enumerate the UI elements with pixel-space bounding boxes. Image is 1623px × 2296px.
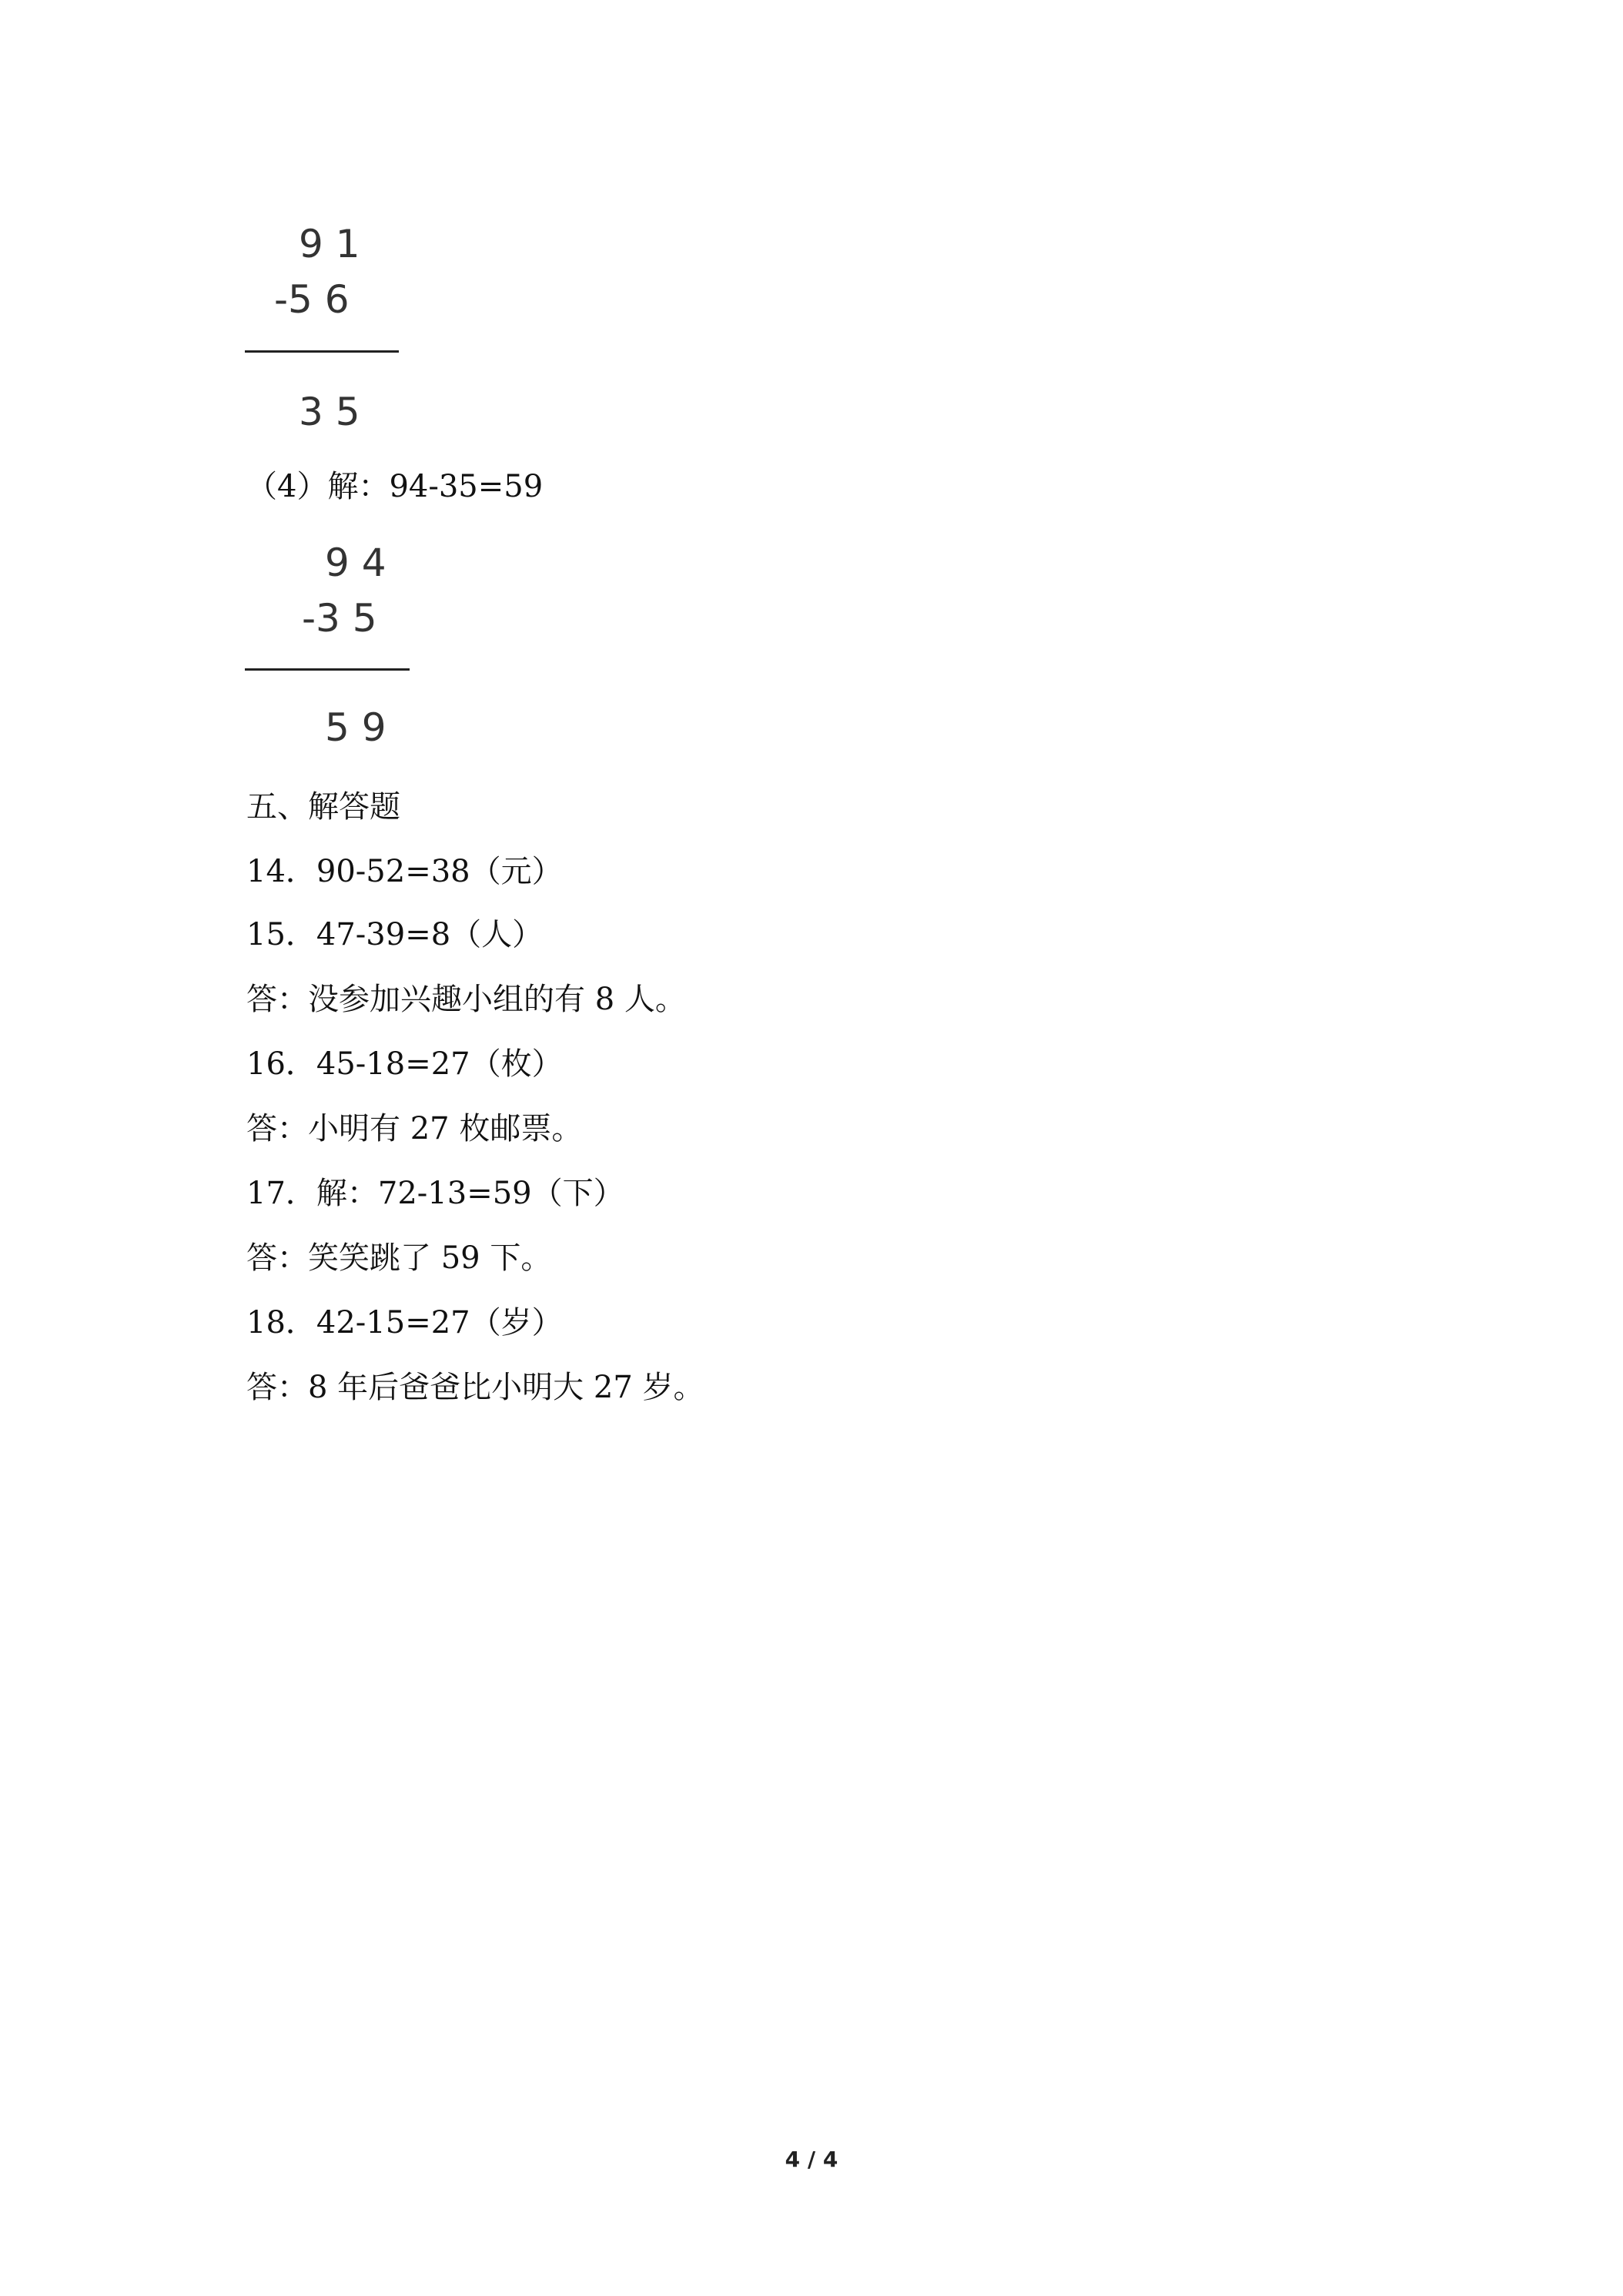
answer-line: 14．90-52=38（元） — [246, 854, 563, 889]
part-4-solution: （4）解：94-35=59 — [246, 469, 544, 504]
vertical-calc-2-divider — [245, 668, 410, 671]
answer-line: 16．45-18=27（枚） — [246, 1046, 563, 1082]
vertical-calc-2-row2: -3 5 — [302, 596, 377, 641]
answer-line: 答：8 年后爸爸比小明大 27 岁。 — [246, 1370, 704, 1405]
answer-line: 答：笑笑跳了 59 下。 — [246, 1240, 552, 1276]
vertical-calc-1-row2: -5 6 — [274, 277, 350, 322]
vertical-calc-1-row1: 9 1 — [299, 222, 360, 266]
section-title: 五、解答题 — [246, 789, 400, 825]
vertical-calc-2-row1: 9 4 — [325, 541, 387, 585]
answer-line: 15．47-39=8（人） — [246, 917, 544, 952]
answer-line: 答：小明有 27 枚邮票。 — [246, 1111, 583, 1146]
page-number: 4 / 4 — [785, 2147, 838, 2172]
vertical-calc-2-result: 5 9 — [325, 705, 387, 750]
answer-line: 17．解：72-13=59（下） — [246, 1176, 624, 1211]
answer-line: 答：没参加兴趣小组的有 8 人。 — [246, 982, 686, 1017]
vertical-calc-1-result: 3 5 — [299, 390, 360, 434]
answer-line: 18．42-15=27（岁） — [246, 1305, 563, 1340]
vertical-calc-1-divider — [245, 350, 399, 353]
